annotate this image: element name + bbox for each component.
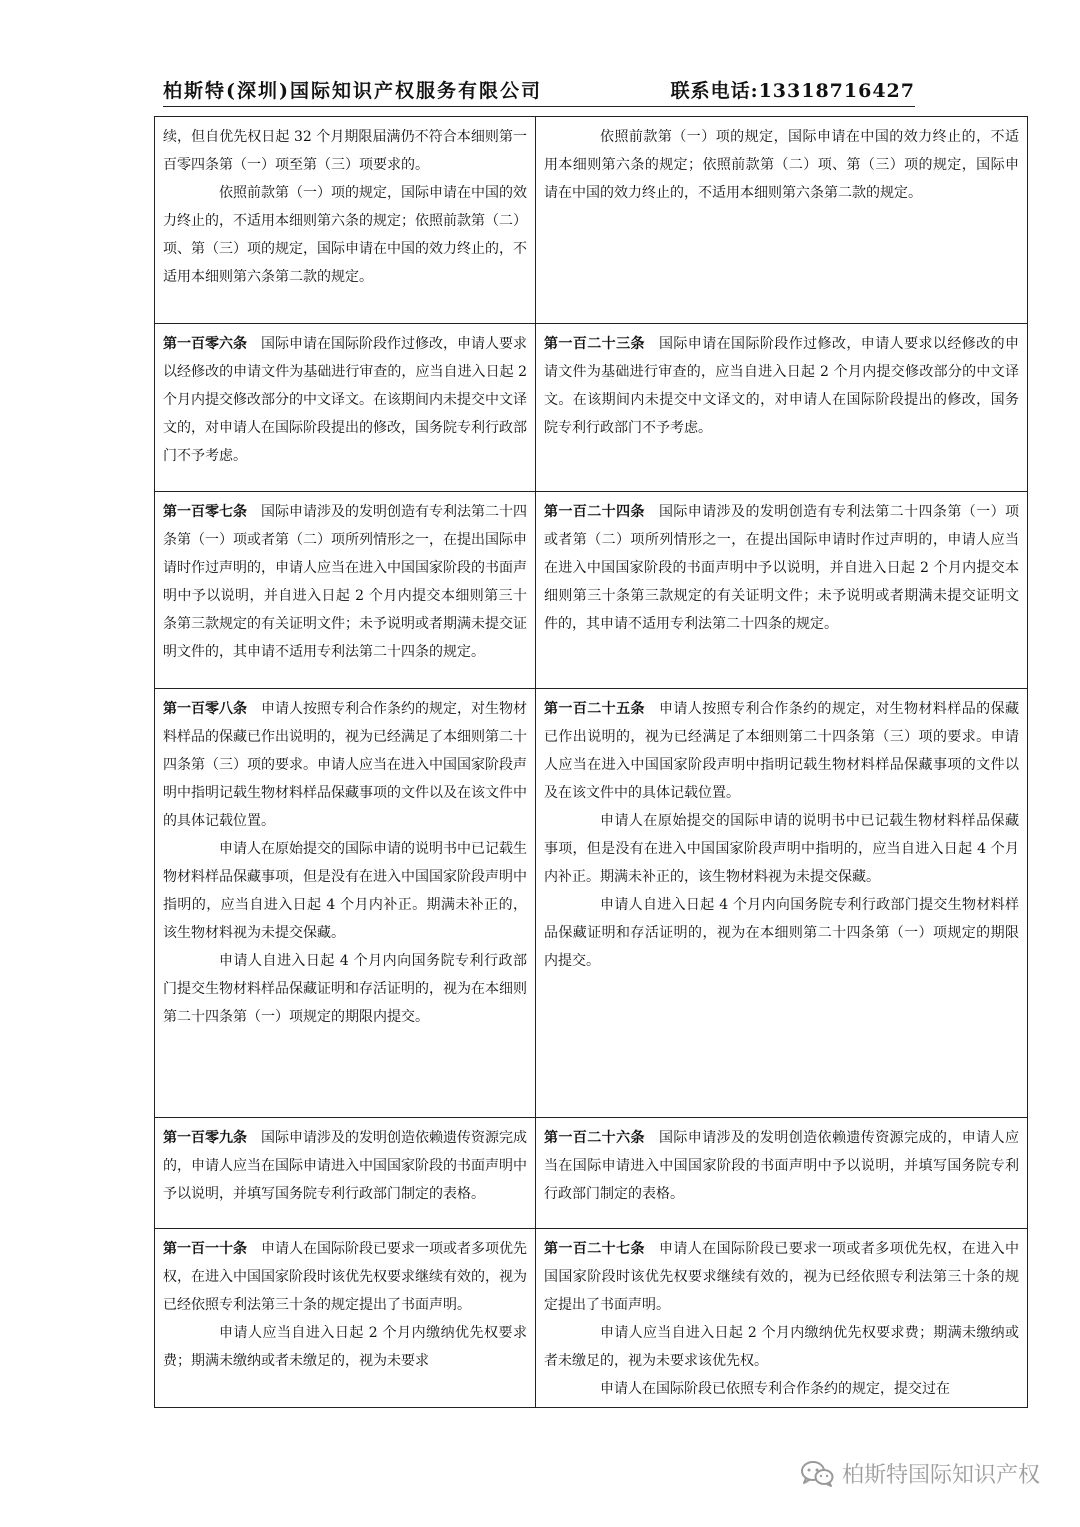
old-article-cell	[155, 1118, 536, 1229]
article-text: 申请人在原始提交的国际申请的说明书中已记载生物材料样品保藏事项，但是没有在进入中国国家阶段声明中指明的，应当自进入日起 4 个月内补正。期满未补正的，该生物材料视为未提交保藏。	[163, 841, 527, 941]
table-row	[155, 1118, 1028, 1229]
article-paragraph	[163, 1319, 527, 1375]
article-title: 第一百零六条	[163, 336, 247, 352]
new-article-cell	[536, 689, 1028, 1118]
article-paragraph	[544, 695, 1019, 807]
new-article-cell	[536, 117, 1028, 324]
old-article-cell	[155, 492, 536, 689]
article-paragraph	[544, 807, 1019, 891]
article-paragraph	[544, 891, 1019, 975]
old-article-cell	[155, 324, 536, 492]
article-text: 申请人自进入日起 4 个月内向国务院专利行政部门提交生物材料样品保藏证明和存活证明的，视为在本细则第二十四条第（一）项规定的期限内提交。	[544, 897, 1019, 969]
article-text: 国际申请涉及的发明创造有专利法第二十四条第（一）项或者第（二）项所列情形之一，在提出国际申请时作过声明的，申请人应当在进入中国国家阶段的书面声明中予以说明，并自进入日起 2 个月内提交本细则第三十条第三款规定的有关证明文件；未予说明或者期满未提交证明文件的，其申请不适用专利法第二十四条的规定。	[544, 504, 1020, 632]
article-paragraph	[544, 1124, 1019, 1208]
watermark-text: 柏斯特国际知识产权	[841, 1463, 1040, 1488]
article-paragraph	[163, 835, 527, 947]
article-title: 第一百零七条	[163, 504, 247, 520]
new-article-cell	[536, 324, 1028, 492]
old-article-cell	[155, 689, 536, 1118]
article-text: 申请人按照专利合作条约的规定，对生物材料样品的保藏已作出说明的，视为已经满足了本细则第二十四条第（三）项的要求。申请人应当在进入中国国家阶段声明中指明记载生物材料样品保藏事项的文件以及在该文件中的具体记载位置。	[163, 701, 527, 829]
article-paragraph	[163, 123, 527, 179]
article-text: 申请人在原始提交的国际申请的说明书中已记载生物材料样品保藏事项，但是没有在进入中国国家阶段声明中指明的，应当自进入日起 4 个月内补正。期满未补正的，该生物材料视为未提交保藏。	[544, 813, 1019, 885]
article-title: 第一百零八条	[163, 701, 247, 717]
article-paragraph	[163, 695, 527, 835]
article-paragraph	[163, 330, 527, 470]
article-text: 申请人应当自进入日起 2 个月内缴纳优先权要求费；期满未缴纳或者未缴足的，视为未要求	[163, 1325, 527, 1369]
article-paragraph	[544, 1319, 1019, 1375]
article-title: 第一百一十条	[163, 1241, 247, 1257]
article-text: 国际申请在国际阶段作过修改，申请人要求以经修改的申请文件为基础进行审查的，应当自进入日起 2 个月内提交修改部分的中文译文。在该期间内未提交中文译文的，对申请人在国际阶段提出的修改，国务院专利行政部门不予考虑。	[544, 336, 1020, 436]
table-row	[155, 117, 1028, 324]
article-text: 国际申请涉及的发明创造有专利法第二十四条第（一）项或者第（二）项所列情形之一，在提出国际申请时作过声明的，申请人应当在进入中国国家阶段的书面声明中予以说明，并自进入日起 2 个月内提交本细则第三十条第三款规定的有关证明文件；未予说明或者期满未提交证明文件的，其申请不适用专利法第二十四条的规定。	[163, 504, 527, 660]
wechat-icon	[800, 1460, 834, 1488]
article-paragraph	[163, 947, 527, 1031]
article-text: 申请人自进入日起 4 个月内向国务院专利行政部门提交生物材料样品保藏证明和存活证明的，视为在本细则第二十四条第（一）项规定的期限内提交。	[163, 953, 527, 1025]
table-row	[155, 689, 1028, 1118]
article-paragraph	[544, 498, 1019, 638]
article-text: 申请人应当自进入日起 2 个月内缴纳优先权要求费；期满未缴纳或者未缴足的，视为未要求该优先权。	[544, 1325, 1019, 1369]
article-paragraph	[544, 123, 1019, 207]
new-article-cell	[536, 492, 1028, 689]
article-text: 依照前款第（一）项的规定，国际申请在中国的效力终止的，不适用本细则第六条的规定；依照前款第（二）项、第（三）项的规定，国际申请在中国的效力终止的，不适用本细则第六条第二款的规定。	[544, 129, 1019, 201]
article-title: 第一百二十七条	[544, 1241, 645, 1257]
table-row	[155, 1229, 1028, 1408]
old-article-cell	[155, 117, 536, 324]
article-paragraph	[163, 1124, 527, 1208]
page-header	[163, 72, 915, 107]
watermark	[800, 1458, 1040, 1489]
table-row	[155, 324, 1028, 492]
article-text: 申请人在国际阶段已依照专利合作条约的规定，提交过在	[600, 1381, 950, 1397]
article-paragraph	[544, 1235, 1019, 1319]
article-title: 第一百零九条	[163, 1130, 247, 1146]
article-text: 依照前款第（一）项的规定，国际申请在中国的效力终止的，不适用本细则第六条的规定；依照前款第（二）项、第（三）项的规定，国际申请在中国的效力终止的，不适用本细则第六条第二款的规定。	[163, 185, 527, 285]
article-text: 申请人在国际阶段已要求一项或者多项优先权，在进入中国国家阶段时该优先权要求继续有效的，视为已经依照专利法第三十条的规定提出了书面声明。	[544, 1241, 1020, 1313]
article-title: 第一百二十三条	[544, 336, 645, 352]
article-text: 国际申请在国际阶段作过修改，申请人要求以经修改的申请文件为基础进行审查的，应当自进入日起 2 个月内提交修改部分的中文译文。在该期间内未提交中文译文的，对申请人在国际阶段提出的修改，国务院专利行政部门不予考虑。	[163, 336, 527, 464]
comparison-table	[154, 116, 1028, 1408]
article-paragraph	[163, 179, 527, 291]
article-paragraph	[544, 1375, 1019, 1403]
table-row	[155, 492, 1028, 689]
article-title: 第一百二十五条	[544, 701, 645, 717]
article-paragraph	[544, 330, 1019, 442]
article-title: 第一百二十四条	[544, 504, 645, 520]
article-paragraph	[163, 1235, 527, 1319]
contact-phone: 联系电话:13318716427	[670, 79, 915, 102]
old-article-cell	[155, 1229, 536, 1408]
company-name: 柏斯特(深圳)国际知识产权服务有限公司	[163, 79, 542, 102]
article-paragraph	[163, 498, 527, 666]
article-text: 国际申请涉及的发明创造依赖遗传资源完成的，申请人应当在国际申请进入中国国家阶段的书面声明中予以说明，并填写国务院专利行政部门制定的表格。	[544, 1130, 1020, 1202]
article-text: 续，但自优先权日起 32 个月期限届满仍不符合本细则第一百零四条第（一）项至第（三）项要求的。	[163, 129, 527, 173]
article-title: 第一百二十六条	[544, 1130, 645, 1146]
article-text: 申请人按照专利合作条约的规定，对生物材料样品的保藏已作出说明的，视为已经满足了本细则第二十四条第（三）项的要求。申请人应当在进入中国国家阶段声明中指明记载生物材料样品保藏事项的文件以及在该文件中的具体记载位置。	[544, 701, 1020, 801]
article-text: 国际申请涉及的发明创造依赖遗传资源完成的，申请人应当在国际申请进入中国国家阶段的书面声明中予以说明，并填写国务院专利行政部门制定的表格。	[163, 1130, 527, 1202]
new-article-cell	[536, 1229, 1028, 1408]
article-text: 申请人在国际阶段已要求一项或者多项优先权，在进入中国国家阶段时该优先权要求继续有效的，视为已经依照专利法第三十条的规定提出了书面声明。	[163, 1241, 527, 1313]
new-article-cell	[536, 1118, 1028, 1229]
